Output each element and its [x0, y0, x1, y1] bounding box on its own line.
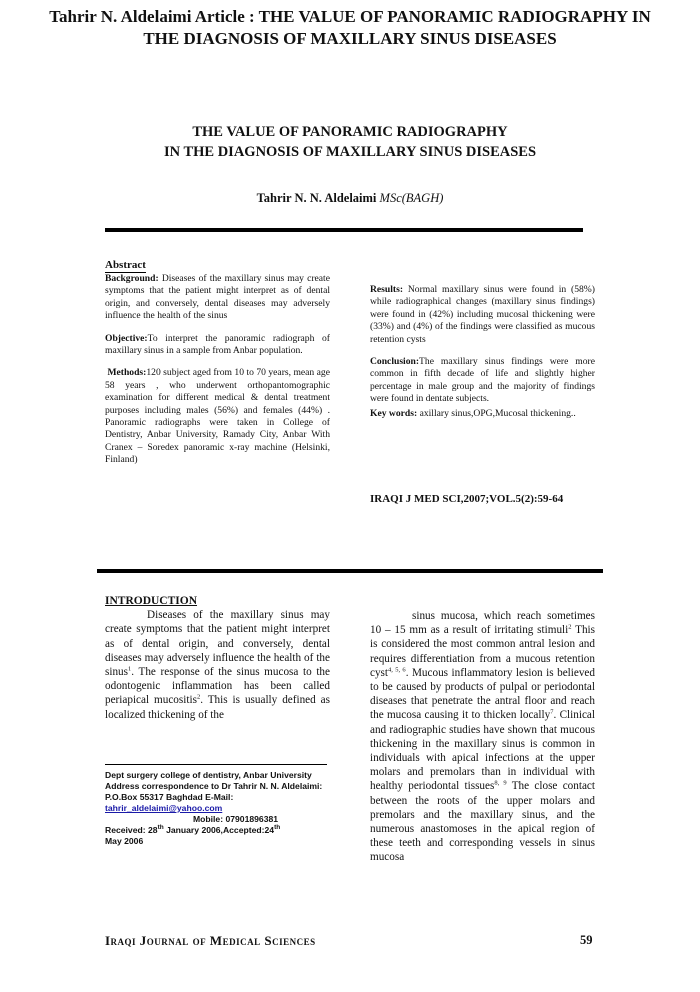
intro-right-text-d: . Clinical and radiographic studies have shown that mucous thickening in the maxillary sinus is common in individuals with apical infections at the upper molars and premolars than in individual with healthy periodontal tissues — [370, 709, 596, 793]
abstract-conclusion — [370, 356, 595, 406]
intro-right-column — [370, 609, 595, 865]
affiliation-dept: Dept surgery college of dentistry, Anbar University — [105, 770, 312, 780]
keywords-label: Key words: — [370, 407, 418, 419]
results-label: Results: — [370, 284, 404, 295]
citation-ref: 1 — [128, 665, 132, 673]
keywords-text: axillary sinus,OPG,Mucosal thickening.. — [417, 407, 576, 419]
abstract-left-column — [105, 259, 330, 477]
results-text: Normal maxillary sinus were found in (58%) while radiographical changes (maxillary sinus findings) were found in (42%) including mucosal thickening were (33%) and (4%) of the findings were classified as mucous retention cysts — [370, 284, 595, 345]
footer-journal-name: Iraqi Journal of Medical Sciences — [105, 933, 316, 948]
citation-ref: 2 — [196, 693, 201, 701]
abstract-bottom-rule — [97, 569, 603, 573]
conclusion-label: Conclusion: — [370, 356, 420, 368]
objective-label: Objective: — [105, 332, 148, 344]
intro-right-text-a: sinus mucosa, which reach sometimes 10 – 15 mm as a result of irritating stimuli — [370, 610, 595, 637]
intro-text-c: . This is usually defined as localized thickening of the — [105, 694, 330, 721]
email-link[interactable]: tahrir_aldelaimi@yahoo.com — [105, 803, 223, 813]
citation-ref: 4, 5, 6 — [388, 666, 406, 674]
methods-text: 120 subject aged from 10 to 70 years, mean age 58 years , who underwent orthopantomographic examination for different medical & dental treatment purposes including males (56%) and females (44%) . Panoramic radiographs were taken in College of Dentistry, Anbar University, Ramady City, Anbar With Cranex – Soredex panoramic x-ray machine (Helsinki, Finland) — [105, 367, 330, 466]
author-name: Tahrir N. N. Aldelaimi — [256, 191, 377, 205]
received-sup: th — [157, 824, 164, 832]
abstract-right-column — [370, 284, 595, 430]
accepted-sup: th — [274, 824, 281, 832]
intro-right-text-b: This is considered the most common antral lesion and requires differentiation from a mucous retention cyst — [370, 624, 596, 679]
objective-text: To interpret the panoramic radiograph of maxillary sinus in a sample from Anbar population. — [105, 332, 330, 357]
running-header-line1: Tahrir N. Aldelaimi Article : THE VALUE OF PANORAMIC RADIOGRAPHY IN — [49, 7, 651, 26]
affiliation-mobile: Mobile: 07901896381 — [193, 814, 279, 824]
intro-text-a: Diseases of the maxillary sinus may create symptoms that the patient might interpret as of dental origin, and conversely, dental diseases may adversely influence the health of the sinus — [105, 609, 330, 679]
author-line — [40, 191, 660, 206]
running-header-line2: THE DIAGNOSIS OF MAXILLARY SINUS DISEASES — [143, 29, 557, 48]
abstract-top-rule — [105, 228, 583, 232]
citation-ref: 7 — [550, 708, 554, 716]
intro-right-text-c: . Mucous inflammatory lesion is believed to be caused by products of pulpal or periodontal diseases that penetrate the antral floor and reach the mucosa causing it to thicken locally — [370, 666, 595, 722]
abstract-objective — [105, 333, 330, 358]
abstract-keywords — [370, 408, 595, 420]
received-text: Received: 28 — [105, 825, 158, 835]
pobox-text: P.O.Box 55317 Baghdad E-Mail: — [105, 792, 234, 802]
intro-right-paragraph — [370, 609, 595, 865]
author-degree: MSc(BAGH) — [379, 191, 444, 205]
background-label: Background: — [105, 273, 159, 284]
correspondence-text: Address correspondence to Dr Tahrir N. N. Aldelaimi: — [105, 781, 323, 791]
citation-ref: 2 — [568, 623, 572, 631]
abstract-background — [105, 273, 330, 323]
article-title — [40, 122, 660, 162]
abstract-heading: Abstract — [105, 259, 146, 271]
abstract-results — [370, 284, 595, 346]
journal-citation: IRAQI J MED SCI,2007;VOL.5(2):59-64 — [370, 493, 564, 505]
introduction-heading: INTRODUCTION — [105, 595, 198, 607]
background-text: Diseases of the maxillary sinus may create symptoms that the patient might interpret as of dental origin, and conversely, dental diseases may adversely influence the health of the sinus — [105, 273, 330, 322]
citation-ref: 8, 9 — [494, 779, 507, 787]
intro-right-text-e: The close contact between the roots of the upper molars and premolars and the maxillary sinus, and the numerous anastomoses in the apical region of these teeth and corresponding vessels in sinus mucosa — [370, 780, 596, 864]
title-line2: IN THE DIAGNOSIS OF MAXILLARY SINUS DISEASES — [163, 144, 537, 160]
running-header — [10, 6, 690, 50]
abstract-methods — [105, 367, 330, 466]
affiliation-accepted-year: May 2006 — [105, 836, 144, 846]
affiliation-block — [105, 770, 333, 847]
intro-left-paragraph — [105, 608, 330, 722]
affiliation-address — [105, 781, 333, 814]
intro-left-column — [105, 594, 330, 722]
page-number: 59 — [580, 933, 593, 947]
title-line1: THE VALUE OF PANORAMIC RADIOGRAPHY — [192, 124, 508, 140]
intro-text-b: . The response of the sinus mucosa to the odontogenic inflammation has been called periapical mucositis — [105, 666, 330, 707]
accepted-text: January 2006,Accepted:24 — [163, 825, 275, 835]
conclusion-text: The maxillary sinus findings were more common in fifth decade of life and slightly higher percentage in male group and the majority of findings were found in dentate subjects. — [370, 356, 595, 405]
affiliation-rule — [105, 764, 327, 765]
affiliation-dates — [105, 825, 333, 836]
methods-label: Methods: — [107, 367, 147, 379]
